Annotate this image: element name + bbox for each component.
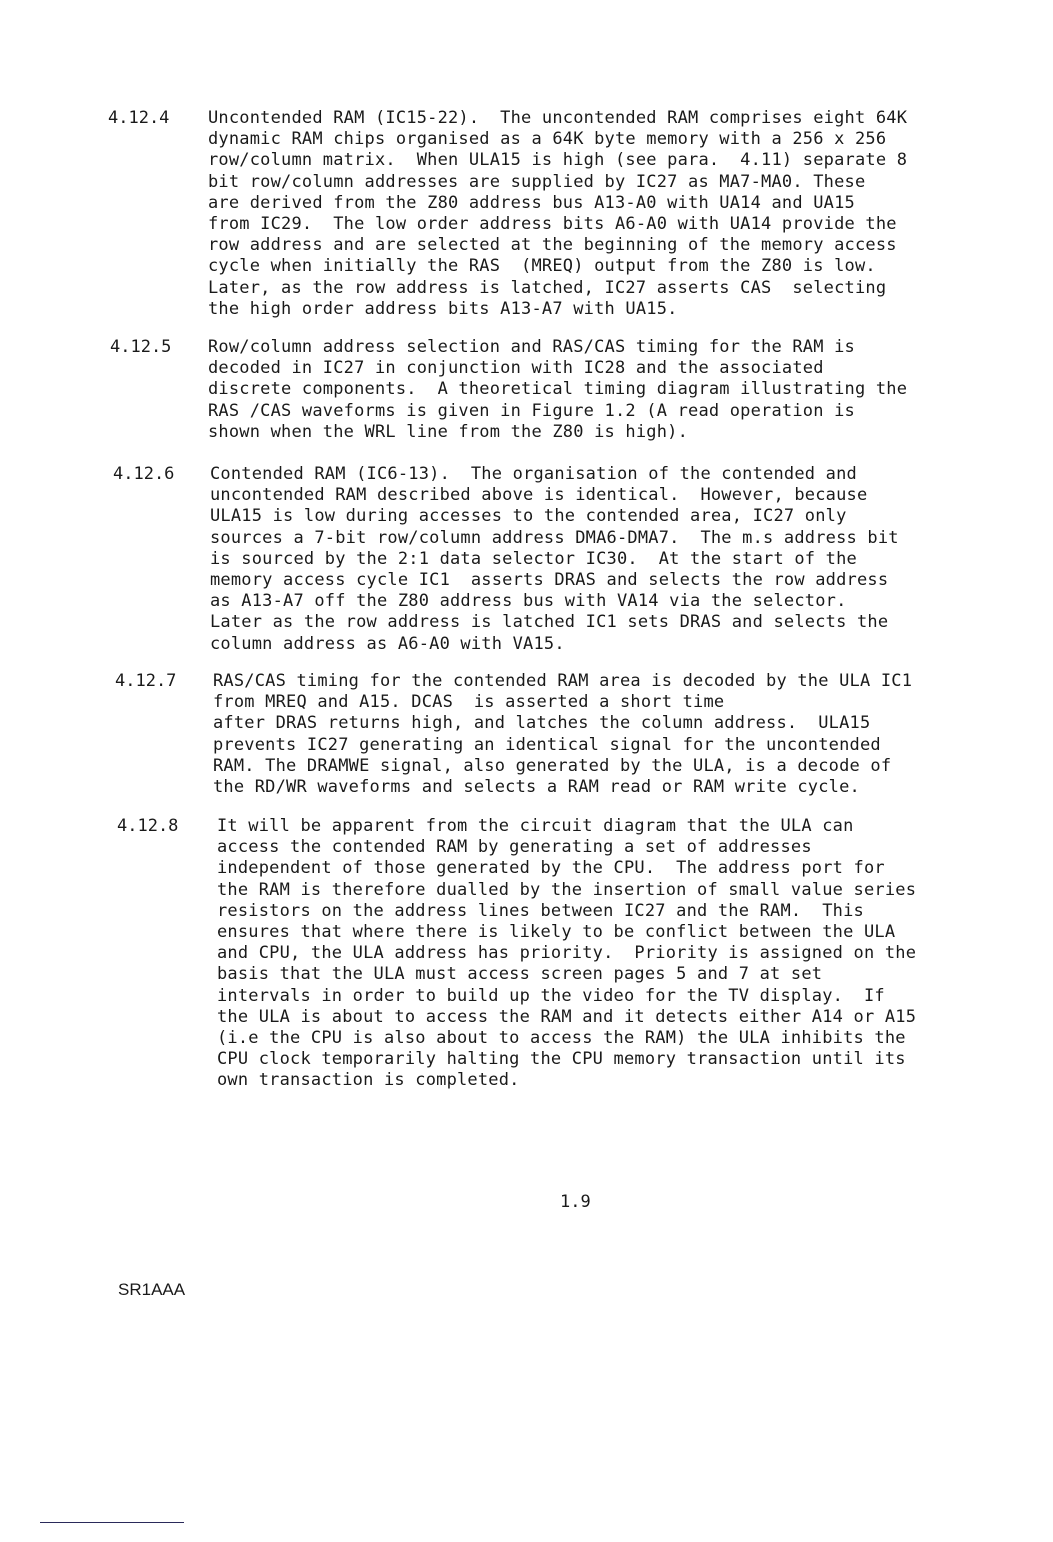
- text-line: resistors on the address lines between IC27 and the RAM. This: [217, 900, 864, 921]
- text-line: access the contended RAM by generating a set of addresses: [217, 837, 812, 858]
- text-line: discrete components. A theoretical timing diagram illustrating the: [208, 379, 908, 400]
- text-line: independent of those generated by the CPU. The address port for: [217, 858, 885, 879]
- text-line: are derived from the Z80 address bus A13-A0 with UA14 and UA15: [208, 192, 855, 213]
- text-line: dynamic RAM chips organised as a 64K byte memory with a 256 x 256: [208, 129, 887, 150]
- text-line: It will be apparent from the circuit diagram that the ULA can: [217, 816, 854, 836]
- text-line: Row/column address selection and RAS/CAS timing for the RAM is: [208, 337, 855, 357]
- text-line: RAS /CAS waveforms is given in Figure 1.2 (A read operation is: [208, 400, 855, 421]
- text-line: after DRAS returns high, and latches the column address. ULA15: [213, 713, 871, 734]
- text-line: is sourced by the 2:1 data selector IC30. At the start of the: [210, 548, 857, 569]
- text-line: Contended RAM (IC6-13). The organisation of the contended and: [210, 464, 857, 484]
- section-number: 4.12.7: [115, 671, 177, 691]
- text-line: ULA15 is low during accesses to the contended area, IC27 only: [210, 506, 847, 527]
- text-line: the ULA is about to access the RAM and it detects either A14 or A15: [217, 1006, 917, 1027]
- text-line: CPU clock temporarily halting the CPU memory transaction until its: [217, 1049, 906, 1070]
- page-number: 1.9: [560, 1192, 591, 1212]
- section-number: 4.12.8: [117, 816, 179, 836]
- section-body: [208, 337, 948, 443]
- text-line: row/column matrix. When ULA15 is high (see para. 4.11) separate 8: [208, 150, 908, 171]
- section-body: [210, 464, 950, 655]
- text-line: and CPU, the ULA address has priority. Priority is assigned on the: [217, 943, 917, 964]
- text-line: as A13-A7 off the Z80 address bus with VA14 via the selector.: [210, 591, 847, 612]
- text-line: prevents IC27 generating an identical signal for the uncontended: [213, 734, 881, 755]
- document-code: SR1AAA: [118, 1280, 186, 1299]
- text-line: the RD/WR waveforms and selects a RAM read or RAM write cycle.: [213, 776, 860, 797]
- text-line: from IC29. The low order address bits A6-A0 with UA14 provide the: [208, 213, 897, 234]
- text-line: (i.e the CPU is also about to access the RAM) the ULA inhibits the: [217, 1027, 906, 1048]
- text-line: the high order address bits A13-A7 with UA15.: [208, 298, 678, 319]
- text-line: bit row/column addresses are supplied by IC27 as MA7-MA0. These: [208, 171, 866, 192]
- section-body: [208, 108, 948, 320]
- text-line: the RAM is therefore dualled by the insertion of small value series: [217, 879, 917, 900]
- text-line: memory access cycle IC1 asserts DRAS and selects the row address: [210, 569, 889, 590]
- text-line: sources a 7-bit row/column address DMA6-DMA7. The m.s address bit: [210, 527, 899, 548]
- text-line: shown when the WRL line from the Z80 is high).: [208, 421, 689, 442]
- section-body: [213, 671, 953, 798]
- text-line: Later, as the row address is latched, IC27 asserts CAS selecting: [208, 277, 887, 298]
- text-line: RAS/CAS timing for the contended RAM area is decoded by the ULA IC1: [213, 671, 913, 691]
- section-number: 4.12.6: [113, 464, 175, 484]
- text-line: decoded in IC27 in conjunction with IC28 and the associated: [208, 358, 824, 379]
- text-line: ensures that where there is likely to be conflict between the ULA: [217, 921, 896, 942]
- text-line: Uncontended RAM (IC15-22). The uncontended RAM comprises eight 64K: [208, 108, 908, 128]
- text-line: uncontended RAM described above is identical. However, because: [210, 485, 868, 506]
- text-line: column address as A6-A0 with VA15.: [210, 633, 565, 654]
- text-line: Later as the row address is latched IC1 sets DRAS and selects the: [210, 612, 889, 633]
- section-body: [217, 816, 957, 1091]
- text-line: basis that the ULA must access screen pages 5 and 7 at set: [217, 964, 823, 985]
- section-number: 4.12.5: [110, 337, 172, 357]
- text-line: from MREQ and A15. DCAS is asserted a short time: [213, 692, 725, 713]
- text-line: row address and are selected at the beginning of the memory access: [208, 235, 897, 256]
- footer-divider: [40, 1522, 184, 1523]
- text-line: intervals in order to build up the video for the TV display. If: [217, 985, 885, 1006]
- text-line: RAM. The DRAMWE signal, also generated by the ULA, is a decode of: [213, 755, 892, 776]
- text-line: own transaction is completed.: [217, 1070, 520, 1091]
- section-number: 4.12.4: [108, 108, 170, 128]
- text-line: cycle when initially the RAS (MREQ) output from the Z80 is low.: [208, 256, 876, 277]
